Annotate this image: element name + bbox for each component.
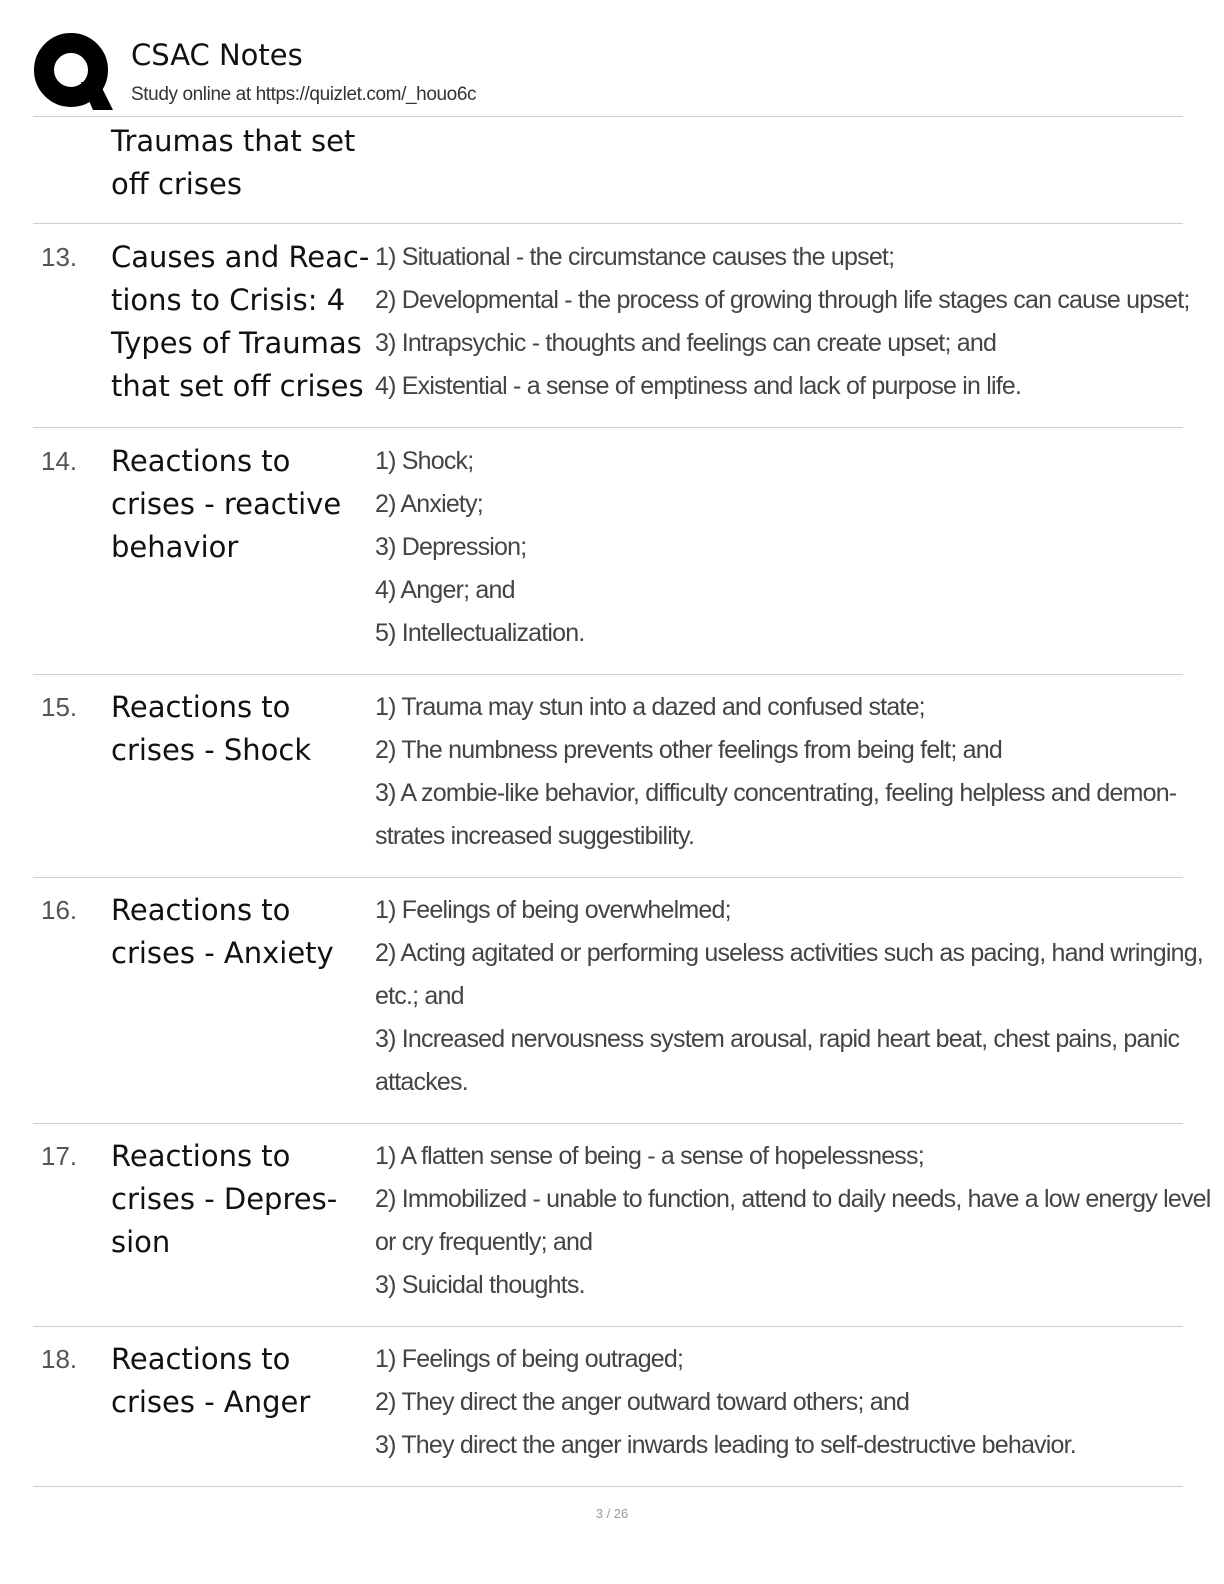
card-number: 14.	[41, 446, 78, 476]
card-term: Causes and Reac- tions to Crisis: 4 Types of Traumas that set off crises	[111, 240, 370, 403]
deck-title: CSAC Notes	[131, 38, 303, 72]
card-term: Traumas that set off crises	[111, 124, 356, 201]
divider	[33, 1123, 1183, 1124]
card-definition: 1) A flatten sense of being - a sense of hopelessness; 2) Immobilized - unable to function, attend to daily needs, have a low energy level or cry frequently; and 3) Suicidal thoughts.	[375, 1142, 1211, 1299]
divider	[33, 116, 1183, 117]
quizlet-q-logo-icon	[33, 32, 113, 112]
divider	[33, 674, 1183, 675]
card-number: 17.	[41, 1141, 78, 1171]
card-number: 15.	[41, 692, 78, 722]
card-number: 18.	[41, 1344, 78, 1374]
divider	[33, 223, 1183, 224]
divider	[33, 877, 1183, 878]
card-term: Reactions to crises - Shock	[111, 690, 312, 767]
card-number: 13.	[41, 242, 78, 272]
card-definition: 1) Situational - the circumstance causes the upset; 2) Developmental - the process of growing through life stages can cause upset; 3) Intrapsychic - thoughts and feelings can create upset; and 4) Existential - a sense of emptiness and lack of purpose in life.	[375, 243, 1190, 400]
page-number: 3 / 26	[595, 1506, 629, 1521]
card-term: Reactions to crises - Anxiety	[111, 893, 334, 970]
divider	[33, 1486, 1183, 1487]
page-header	[33, 32, 1183, 116]
card-definition: 1) Feelings of being outraged; 2) They direct the anger outward toward others; and 3) They direct the anger inwards leading to self-destructive behavior.	[375, 1345, 1076, 1459]
divider	[33, 1326, 1183, 1327]
divider	[33, 427, 1183, 428]
card-number: 16.	[41, 895, 78, 925]
card-definition: 1) Shock; 2) Anxiety; 3) Depression; 4) Anger; and 5) Intellectualization.	[375, 447, 585, 647]
card-definition: 1) Trauma may stun into a dazed and confused state; 2) The numbness prevents other feelings from being felt; and 3) A zombie-like behavior, difficulty concentrating, feeling helpless and demon- strates increased suggestibility.	[375, 693, 1177, 850]
card-term: Reactions to crises - reactive behavior	[111, 444, 342, 564]
card-term: Reactions to crises - Depres- sion	[111, 1139, 338, 1259]
study-online-link[interactable]: Study online at https://quizlet.com/_houo6c	[131, 84, 477, 105]
card-definition: 1) Feelings of being overwhelmed; 2) Acting agitated or performing useless activities such as pacing, hand wringing, etc.; and 3) Increased nervousness system arousal, rapid heart beat, chest pains, panic attackes.	[375, 896, 1203, 1096]
card-term: Reactions to crises - Anger	[111, 1342, 311, 1419]
